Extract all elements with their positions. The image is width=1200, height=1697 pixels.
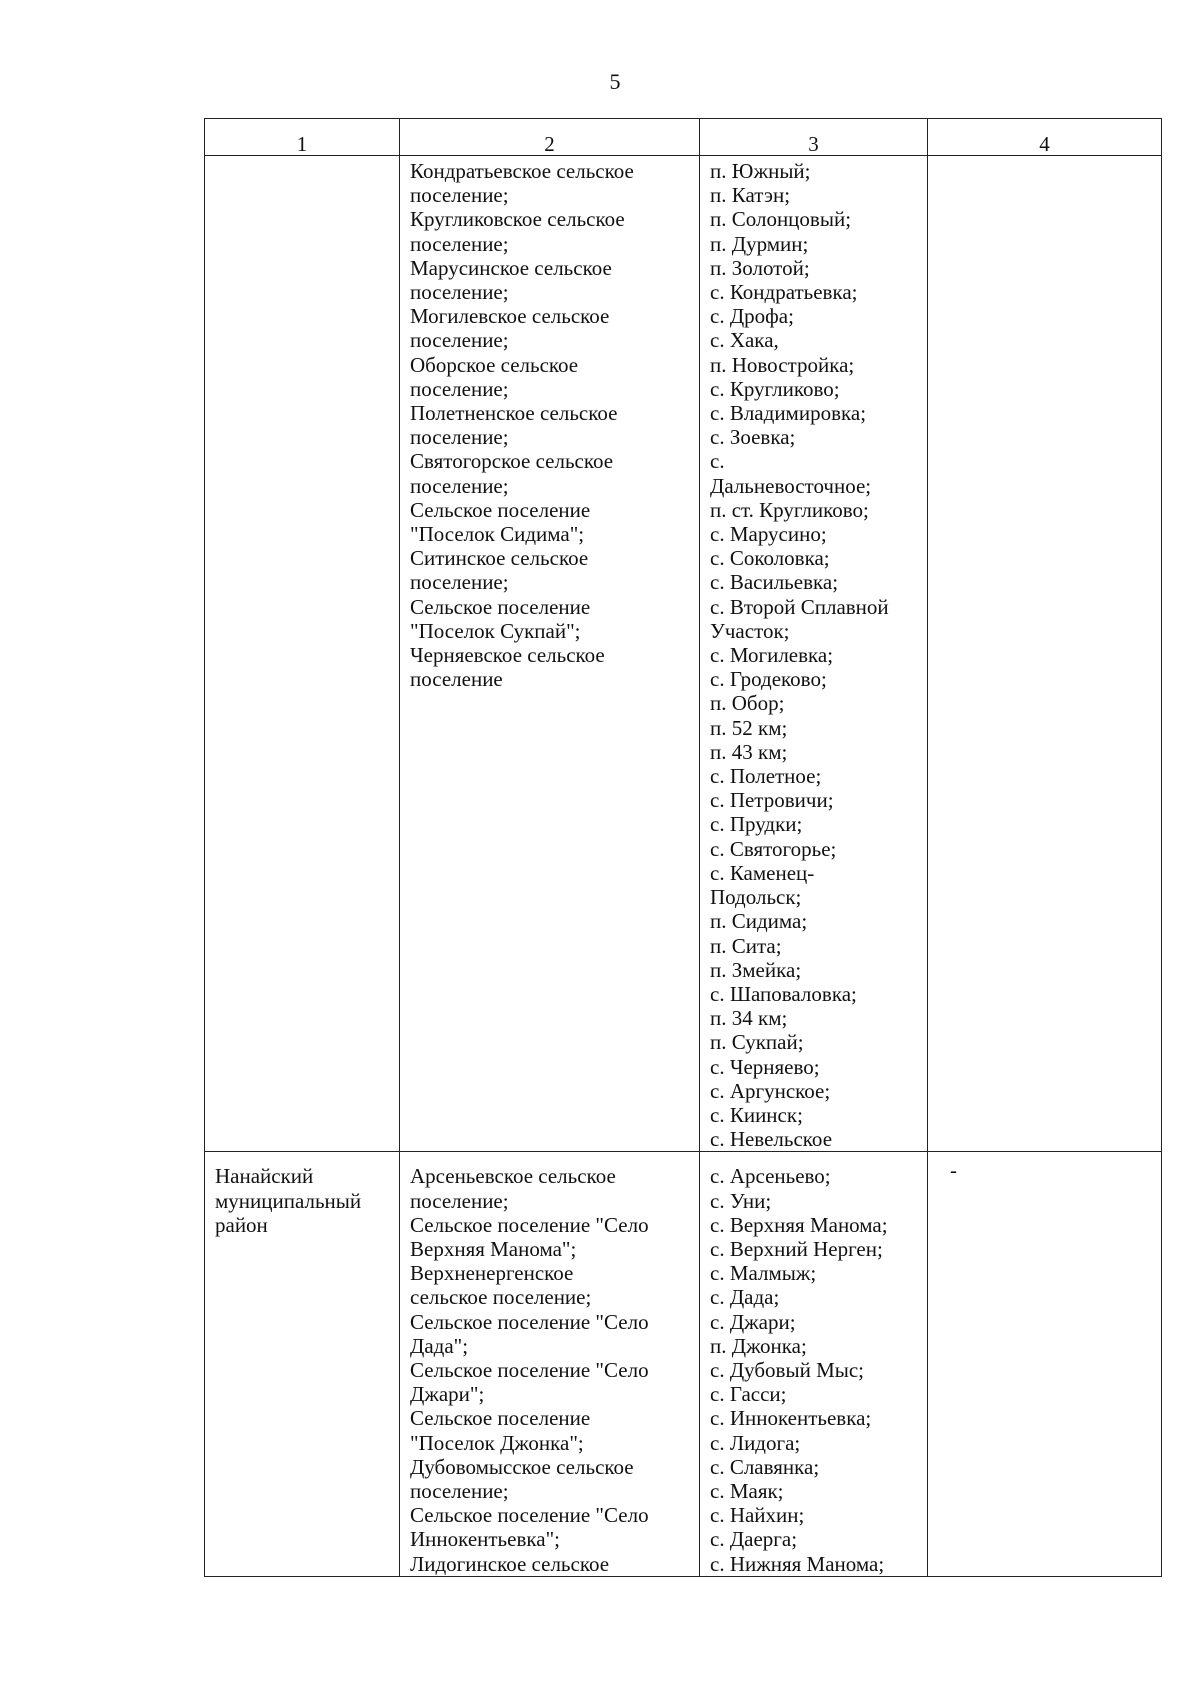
cell-line: п. Новостройка; xyxy=(710,352,855,377)
cell-line: с. Соколовка; xyxy=(710,546,830,571)
cell-line: с. Прудки; xyxy=(710,812,803,837)
cell-line: Могилевское сельское xyxy=(410,304,610,329)
cell-line: с. Уни; xyxy=(710,1188,772,1213)
cell-line: Нанайский xyxy=(215,1164,314,1189)
cell-line: поселение; xyxy=(410,328,509,353)
cell-line: с. Малмыж; xyxy=(710,1261,817,1286)
cell-line: с. Гасси; xyxy=(710,1382,787,1407)
cell-line: п. 43 км; xyxy=(710,739,788,764)
cell-line: с. Иннокентьевка; xyxy=(710,1406,872,1431)
cell-line: п. 34 км; xyxy=(710,1006,788,1031)
cell-line: с. Дрофа; xyxy=(710,304,794,329)
cell-line: Сельское поселение "Село xyxy=(410,1212,649,1237)
cell-line: Марусинское сельское xyxy=(410,255,612,280)
cell-line: Арсеньевское сельское xyxy=(410,1164,616,1189)
cell-line: с. xyxy=(710,449,725,474)
cell-line: Сельское поселение "Село xyxy=(410,1309,649,1334)
cell-line: поселение; xyxy=(410,1478,509,1503)
cell-line: Верхненергенское xyxy=(410,1261,574,1286)
cell-line: с. Могилевка; xyxy=(710,643,834,668)
table-row xyxy=(205,156,1162,1152)
table-header-row xyxy=(205,119,1162,156)
cell-line: Полетненское сельское xyxy=(410,401,618,426)
cell-line: поселение; xyxy=(410,570,509,595)
cell-line: с. Васильевка; xyxy=(710,570,839,595)
cell-line: с. Даерга; xyxy=(710,1527,798,1552)
cell-line: Дальневосточное; xyxy=(710,473,872,498)
cell-line: поселение; xyxy=(410,183,509,208)
cell-line: с. Лидога; xyxy=(710,1430,801,1455)
cell-line: Дубовомысское сельское xyxy=(410,1454,634,1479)
cell-line: Иннокентьевка"; xyxy=(410,1527,560,1552)
cell-line: с. Зоевка; xyxy=(710,425,796,450)
cell-line: сельское поселение; xyxy=(410,1285,592,1310)
cell-line: с. Славянка; xyxy=(710,1454,820,1479)
cell-line: Верхняя Манома"; xyxy=(410,1236,577,1261)
cell-line: поселение; xyxy=(410,231,509,256)
localities-cell xyxy=(700,1152,928,1576)
cell-line: Сельское поселение xyxy=(410,594,591,619)
settlements-cell xyxy=(400,156,700,1152)
cell-line: с. Арсеньево; xyxy=(710,1164,831,1189)
header-col-4: 4 xyxy=(928,119,1162,156)
cell-line: п. Джонка; xyxy=(710,1333,807,1358)
district-cell xyxy=(205,156,400,1152)
cell-line: с. Марусино; xyxy=(710,522,827,547)
settlements-cell xyxy=(400,1152,700,1576)
cell-line: с. Найхин; xyxy=(710,1503,805,1528)
cell-line: п. Сукпай; xyxy=(710,1030,804,1055)
cell-line: Участок; xyxy=(710,618,790,643)
notes-cell xyxy=(928,156,1162,1152)
cell-line: Сельское поселение "Село xyxy=(410,1357,649,1382)
cell-line: с. Верхняя Манома; xyxy=(710,1212,888,1237)
cell-line: Кондратьевское сельское xyxy=(410,159,634,183)
cell-line: с. Полетное; xyxy=(710,764,822,789)
cell-line: с. Гродеково; xyxy=(710,667,827,692)
cell-line: "Поселок Джонка"; xyxy=(410,1430,584,1455)
cell-line: с. Каменец- xyxy=(710,860,815,885)
cell-line: Сельское поселение xyxy=(410,497,591,522)
cell-line: с. Кругликово; xyxy=(710,376,840,401)
cell-line: поселение; xyxy=(410,425,509,450)
cell-line: Подольск; xyxy=(710,885,802,910)
cell-line: п. Обор; xyxy=(710,691,785,716)
cell-line: с. Дада; xyxy=(710,1285,780,1310)
cell-line: - xyxy=(950,1158,957,1183)
table-row xyxy=(205,1152,1162,1576)
cell-line: с. Дубовый Мыс; xyxy=(710,1357,865,1382)
cell-line: п. 52 км; xyxy=(710,715,788,740)
cell-line: "Поселок Сидима"; xyxy=(410,522,585,547)
cell-line: с. Джари; xyxy=(710,1309,796,1334)
cell-line: Черняевское сельское xyxy=(410,643,605,668)
page-number: 5 xyxy=(609,69,621,94)
cell-line: поселение; xyxy=(410,376,509,401)
cell-line: п. Золотой; xyxy=(710,255,810,280)
cell-line: с. Святогорье; xyxy=(710,836,837,861)
cell-line: с. Второй Сплавной xyxy=(710,594,889,619)
cell-line: с. Владимировка; xyxy=(710,401,867,426)
cell-line: с. Хака, xyxy=(710,328,779,353)
settlements-table xyxy=(204,118,1162,1577)
cell-line: район xyxy=(215,1212,268,1237)
cell-line: с. Нижняя Манома; xyxy=(710,1551,885,1576)
header-col-3: 3 xyxy=(700,119,928,156)
cell-line: Кругликовское сельское xyxy=(410,207,625,232)
cell-line: с. Аргунское; xyxy=(710,1078,831,1103)
cell-line: с. Маяк; xyxy=(710,1478,784,1503)
cell-line: п. Сидима; xyxy=(710,909,808,934)
cell-line: Святогорское сельское xyxy=(410,449,614,474)
cell-line: Сельское поселение "Село xyxy=(410,1503,649,1528)
cell-line: Оборское сельское xyxy=(410,352,579,377)
cell-line: п. Южный; xyxy=(710,159,811,183)
cell-line: Лидогинское сельское xyxy=(410,1551,610,1576)
cell-line: с. Киинск; xyxy=(710,1102,803,1127)
header-col-2: 2 xyxy=(400,119,700,156)
cell-line: Сельское поселение xyxy=(410,1406,591,1431)
cell-line: Джари"; xyxy=(410,1382,485,1407)
cell-line: с. Кондратьевка; xyxy=(710,280,858,305)
cell-line: с. Петровичи; xyxy=(710,788,834,813)
cell-line: Ситинское сельское xyxy=(410,546,589,571)
cell-line: муниципальный xyxy=(215,1188,362,1213)
cell-line: "Поселок Сукпай"; xyxy=(410,618,581,643)
cell-line: п. Дурмин; xyxy=(710,231,809,256)
cell-line: Дада"; xyxy=(410,1333,469,1358)
localities-cell xyxy=(700,156,928,1152)
cell-line: п. Змейка; xyxy=(710,957,802,982)
cell-line: поселение; xyxy=(410,1188,509,1213)
cell-line: поселение xyxy=(410,667,503,692)
cell-line: с. Верхний Нерген; xyxy=(710,1236,883,1261)
header-col-1: 1 xyxy=(205,119,400,156)
cell-line: п. Сита; xyxy=(710,933,782,958)
cell-line: п. Катэн; xyxy=(710,183,791,208)
notes-cell xyxy=(928,1152,1162,1576)
cell-line: поселение; xyxy=(410,473,509,498)
cell-line: с. Черняево; xyxy=(710,1054,820,1079)
cell-line: п. ст. Кругликово; xyxy=(710,497,869,522)
cell-line: с. Шаповаловка; xyxy=(710,981,857,1006)
cell-line: поселение; xyxy=(410,280,509,305)
cell-line: с. Невельское xyxy=(710,1127,833,1152)
cell-line: п. Солонцовый; xyxy=(710,207,852,232)
district-cell xyxy=(205,1152,400,1576)
